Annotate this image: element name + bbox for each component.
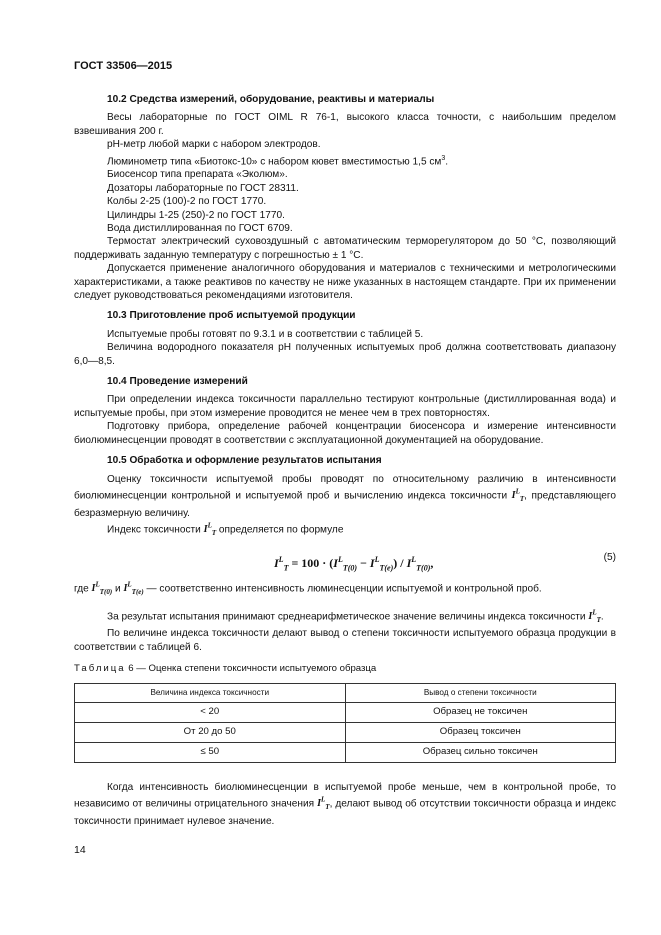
paragraph-measurement: При определении индекса токсичности параллельно тестируют контрольные (дистиллированная вода) и испытуемые пробы, при этом измерение проводится не менее чем в трех повторностях.	[74, 394, 616, 419]
paragraph-allowed: Допускается применение аналогичного оборудования и материалов с техническими и метрологическими характеристиками, а также реактивов по качеству не ниже указанных в настоящем стандарте. При их применении следует руководствоваться рекомендациями изготовителя.	[74, 263, 616, 302]
where-text-end: — соответственно интенсивность люминесценции испытуемой и контрольной проб.	[143, 583, 542, 595]
table-row	[75, 722, 616, 742]
where-text-start: где	[74, 583, 92, 595]
table-cell: Образец токсичен	[345, 722, 616, 742]
toxicity-index-symbol: $I^L_T$	[511, 487, 525, 504]
table-cell: От 20 до 50	[75, 722, 346, 742]
toxicity-index-symbol: $I^L_T$	[203, 522, 217, 538]
paragraph-thermostat: Термостат электрический суховоздушный с автоматическим терморегулятором до 50 °С, позволяющий поддерживать заданную температуру с погрешностью ± 1 °С.	[74, 236, 616, 261]
control-intensity-symbol: $I^L_{T(0)}$	[91, 580, 113, 597]
assessment-text-end: , представляющего безразмерную величину.	[74, 490, 616, 519]
paragraph-assessment	[74, 473, 616, 521]
index-defined-text-start: Индекс токсичности	[107, 524, 204, 536]
paragraph-preparation: Подготовку прибора, определение рабочей концентрации биосенсора и измерение интенсивности биолюминесценции проводят в соответствии с эксплуатационной документацией на оборудование.	[74, 421, 616, 446]
paragraph-scales: Весы лабораторные по ГОСТ OIML R 76-1, высокого класса точности, с наибольшим пределом взвешивания 200 г.	[74, 112, 616, 137]
table-cell: < 20	[75, 702, 346, 722]
table-header-row	[75, 683, 616, 702]
paragraph-where	[74, 579, 616, 600]
test-intensity-symbol: $I^L_{T(e)}$	[123, 580, 144, 597]
table-row	[75, 742, 616, 762]
formula-number: (5)	[603, 551, 616, 563]
table-header-cell: Вывод о степени токсичности	[345, 683, 616, 702]
table-caption-label: Таблица	[74, 663, 126, 675]
table-row	[75, 702, 616, 722]
table-header-cell: Величина индекса токсичности	[75, 683, 346, 702]
table-cell: Образец не токсичен	[345, 702, 616, 722]
page-number: 14	[74, 844, 86, 856]
paragraph-biosensor: Биосенсор типа препарата «Эколюм».	[107, 169, 288, 181]
luminometer-superscript: 3	[441, 154, 446, 162]
section-10-4-title: 10.4 Проведение измерений	[107, 376, 248, 388]
table-cell: Образец сильно токсичен	[345, 742, 616, 762]
table-cell: ≤ 50	[75, 742, 346, 762]
toxicity-index-symbol: $I^L_T$	[317, 796, 330, 812]
paragraph-ph-range: Величина водородного показателя рН полученных испытуемых проб должна соответствовать диапазону 6,0—8,5.	[74, 342, 616, 367]
paragraph-cylinders: Цилиндры 1-25 (250)-2 по ГОСТ 1770.	[107, 209, 285, 221]
index-defined-text-end: определяется по формуле	[216, 524, 344, 536]
paragraph-flasks: Колбы 2-25 (100)-2 по ГОСТ 1770.	[107, 196, 267, 208]
section-10-3-title: 10.3 Приготовление проб испытуемой продукции	[107, 310, 356, 322]
paragraph-ph-meter: pH-метр любой марки с набором электродов.	[107, 139, 321, 151]
paragraph-closing	[74, 781, 616, 829]
document-body	[74, 93, 616, 828]
formula-block	[74, 545, 616, 579]
toxicity-table	[74, 683, 616, 763]
closing-text-start: Когда интенсивность биолюминесценции в испытуемой пробе меньше, чем в контрольной пробе, то независимо от величины отрицательного значения	[74, 781, 616, 810]
paragraph-index-defined	[74, 520, 616, 541]
paragraph-water: Вода дистиллированная по ГОСТ 6709.	[107, 223, 293, 235]
paragraph-samples: Испытуемые пробы готовят по 9.3.1 и в соответствии с таблицей 5.	[107, 328, 424, 340]
paragraph-conclusion: По величине индекса токсичности делают вывод о степени токсичности испытуемого образца продукции в соответствии с таблицей 6.	[74, 628, 616, 653]
paragraph-luminometer: Люминометр типа «Биотокс-10» с набором кювет вместимостью 1,5 $см^3$.	[107, 154, 449, 167]
result-text-start: За результат испытания принимают среднеарифметическое значение величины индекса токсичности	[107, 611, 589, 623]
where-text-and: и	[112, 583, 124, 595]
assessment-text-start: Оценку токсичности испытуемой пробы проводят по относительному различию в интенсивности биолюминесценции контрольной и испытуемой проб и вычислению индекса токсичности	[74, 473, 616, 502]
paragraph-dispensers: Дозаторы лабораторные по ГОСТ 28311.	[107, 182, 299, 194]
document-header: ГОСТ 33506—2015	[74, 60, 173, 72]
toxicity-formula: $I^L_T = 100 \cdot (I^L_{T(0)} - I^L_{T(e)}) / I^L_{T(0)}$,	[274, 554, 434, 573]
paragraph-result	[74, 607, 616, 628]
luminometer-text: Люминометр типа «Биотокс-10» с набором кювет вместимостью 1,5 см	[107, 155, 442, 167]
result-text-end: .	[600, 611, 604, 623]
toxicity-index-symbol: $I^L_T$	[588, 608, 601, 625]
table-6-caption	[74, 662, 616, 675]
table-caption-text: 6 — Оценка степени токсичности испытуемого образца	[125, 663, 377, 675]
section-10-5-title: 10.5 Обработка и оформление результатов испытания	[107, 455, 382, 467]
closing-text-end: , делают вывод об отсутствии токсичности образца и индекс токсичности принимает нулевое значение.	[74, 798, 617, 827]
section-10-2-title: 10.2 Средства измерений, оборудование, реактивы и материалы	[107, 94, 435, 105]
